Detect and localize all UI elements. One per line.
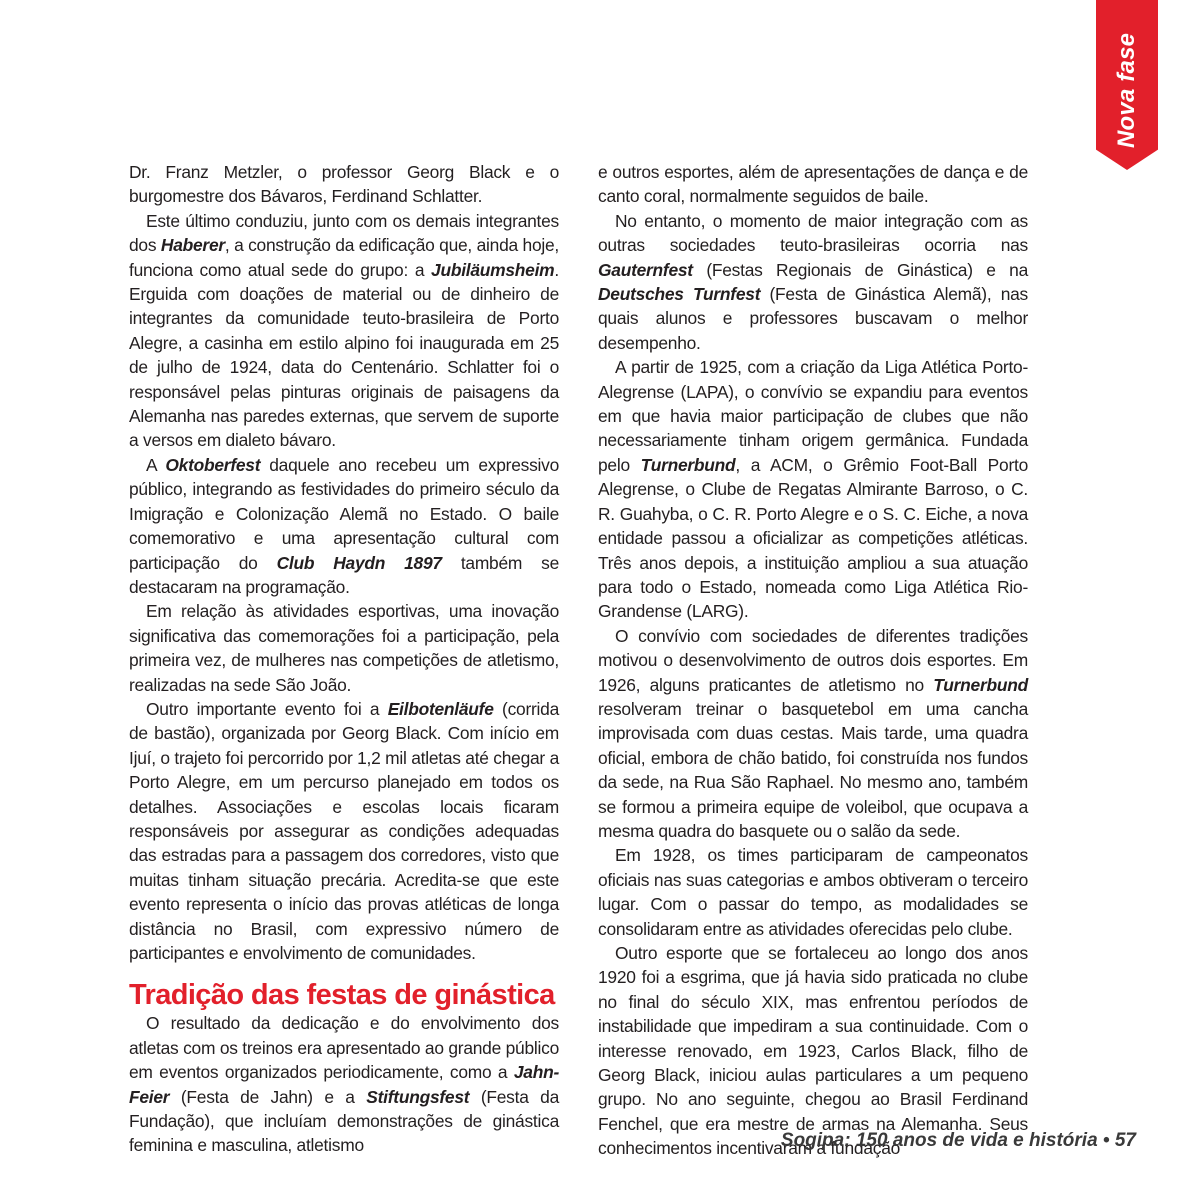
left-column — [129, 160, 560, 1156]
text-run: Outro esporte que se fortaleceu ao longo dos anos 1920 foi a esgrima, que já havia sido praticada no clube no final do século XIX, mas enfrentou períodos de instabilidade que impediram a sua continuidade. Com o interesse renovado, em 1923, Carlos Black, filho de Georg Black, iniciou aulas particulares a um pequeno grupo. No ano seguinte, chegou ao Brasil Ferdinand Fenchel, que era mestre de armas na Alemanha. Seus conhecimentos incentivaram a fundação — [598, 943, 1028, 1159]
text-run: (Festa de Jahn) e a — [169, 1086, 367, 1107]
text-run: daquele ano recebeu um expressivo público, integrando as festividades do primeiro século da Imigração e Colonização Alemã no Estado. O baile comemorativo e uma apresentação cultural com participação do — [129, 454, 559, 573]
emphasized-term: Turnerbund — [933, 674, 1028, 695]
paragraph — [129, 453, 559, 599]
page-footer: Sogipa: 150 anos de vida e história • 57 — [780, 1130, 1136, 1151]
emphasized-term: Turnerbund — [640, 454, 736, 475]
paragraph — [129, 1011, 559, 1157]
paragraph — [598, 160, 1028, 209]
text-run: também se destacaram na programação. — [129, 552, 560, 597]
text-run: , a construção da edificação que, ainda hoje, funciona como atual sede do grupo: a — [129, 235, 560, 280]
emphasized-term: Oktoberfest — [165, 454, 261, 475]
emphasized-term: Haberer — [160, 235, 225, 256]
text-run: Tradição das festas de ginástica — [129, 979, 555, 1012]
text-run: O resultado da dedicação e do envolvimento dos atletas com os treinos era apresentado ao grande público em eventos organizados periodicamente, como a — [129, 1013, 559, 1083]
text-run: No entanto, o momento de maior integração com as outras sociedades teuto-brasileiras ocorria nas — [598, 210, 1028, 256]
emphasized-term: Stiftungsfest — [366, 1086, 470, 1107]
text-run: (Festas Regionais de Ginástica) e na — [692, 259, 1028, 280]
paragraph — [598, 624, 1028, 844]
emphasized-term: Jubiläumsheim — [431, 259, 555, 280]
emphasized-term: Deutsches Turnfest — [598, 284, 761, 305]
paragraph — [129, 160, 559, 209]
paragraph — [129, 599, 559, 697]
text-run: resolveram treinar o basquetebol em uma cancha improvisada com duas cestas. Mais tarde, uma quadra oficial, embora de chão batido, foi construída nos fundos da sede, na Rua São Raphael. No mesmo ano, também se formou a primeira equipe de voleibol, que ocupava a mesma quadra do basquete ou o salão da sede. — [598, 698, 1028, 841]
paragraph — [598, 941, 1028, 1161]
text-run: Dr. Franz Metzler, o professor Georg Black e o burgomestre dos Bávaros, Ferdinand Schlatter. — [129, 162, 559, 207]
text-run: A — [146, 454, 166, 475]
text-run: (corrida de bastão), organizada por Georg Black. Com início em Ijuí, o trajeto foi percorrido por 1,2 mil atletas até chegar a Porto Alegre, em um percurso planejado em todos os detalhes. Associações e escolas locais ficaram responsáveis por assegurar as condições adequadas das estradas para a passagem dos corredores, visto que muitas tinham situação precária. Acredita-se que este evento representa o início das provas atléticas de longa distância no Brasil, com expressivo número de participantes e envolvimento de comunidades. — [129, 698, 559, 963]
text-run: O convívio com sociedades de diferentes tradições motivou o desenvolvimento de outros dois esportes. Em 1926, alguns praticantes de atletismo no — [598, 625, 1028, 695]
text-run: Em 1928, os times participaram de campeonatos oficiais nas suas categorias e ambos obtiveram o terceiro lugar. Com o passar do tempo, as modalidades se consolidaram entre as atividades oferecidas pelo clube. — [598, 845, 1028, 939]
text-run: . Erguida com doações de material ou de dinheiro de integrantes da comunidade teuto-brasileira de Porto Alegre, a casinha em estilo alpino foi inaugurada em 25 de julho de 1924, data do Centenário. Schlatter foi o responsável pelas pinturas originais de paisagens da Alemanha nas paredes externas, que servem de suporte a versos em dialeto bávaro. — [129, 259, 559, 451]
text-run: A partir de 1925, com a criação da Liga Atlética Porto-Alegrense (LAPA), o convívio se expandiu para eventos em que havia maior participação de clubes que não necessariamente tinham origem germânica. Fundada pelo — [598, 357, 1028, 475]
emphasized-term: Eilbotenläufe — [387, 698, 494, 719]
text-run: Em relação às atividades esportivas, uma inovação significativa das comemorações foi a participação, pela primeira vez, de mulheres nas competições de atletismo, realizadas na sede São João. — [129, 601, 559, 695]
emphasized-term: Jahn-Feier — [129, 1062, 559, 1107]
text-run: , a ACM, o Grêmio Foot-Ball Porto Alegrense, o Clube de Regatas Almirante Barroso, o C. R. Guahyba, o C. R. Porto Alegre e o S. C. Eiche, a nova entidade passou a oficializar as competições atléticas. Três anos depois, a instituição ampliou a sua atuação para todo o Estado, nomeada como Liga Atlética Rio-Grandense (LARG). — [598, 454, 1028, 622]
paragraph — [598, 209, 1028, 355]
text-run: Este último conduziu, junto com os demais integrantes dos — [129, 210, 559, 256]
section-tab-label: Nova fase — [1113, 32, 1140, 148]
paragraph — [129, 697, 559, 965]
text-run: (Festa de Ginástica Alemã), nas quais alunos e professores buscavam o melhor desempenho. — [598, 284, 1028, 353]
text-run: e outros esportes, além de apresentações de dança e de canto coral, normalmente seguidos de baile. — [598, 162, 1028, 207]
paragraph — [598, 843, 1028, 941]
text-run: Outro importante evento foi a — [146, 698, 388, 719]
section-heading — [129, 979, 559, 1011]
emphasized-term: Gauternfest — [598, 259, 693, 280]
paragraph — [129, 209, 559, 453]
emphasized-term: Club Haydn 1897 — [276, 552, 442, 573]
text-run: (Festa da Fundação), que incluíam demonstrações de ginástica feminina e masculina, atletismo — [129, 1086, 559, 1156]
paragraph — [598, 355, 1028, 623]
